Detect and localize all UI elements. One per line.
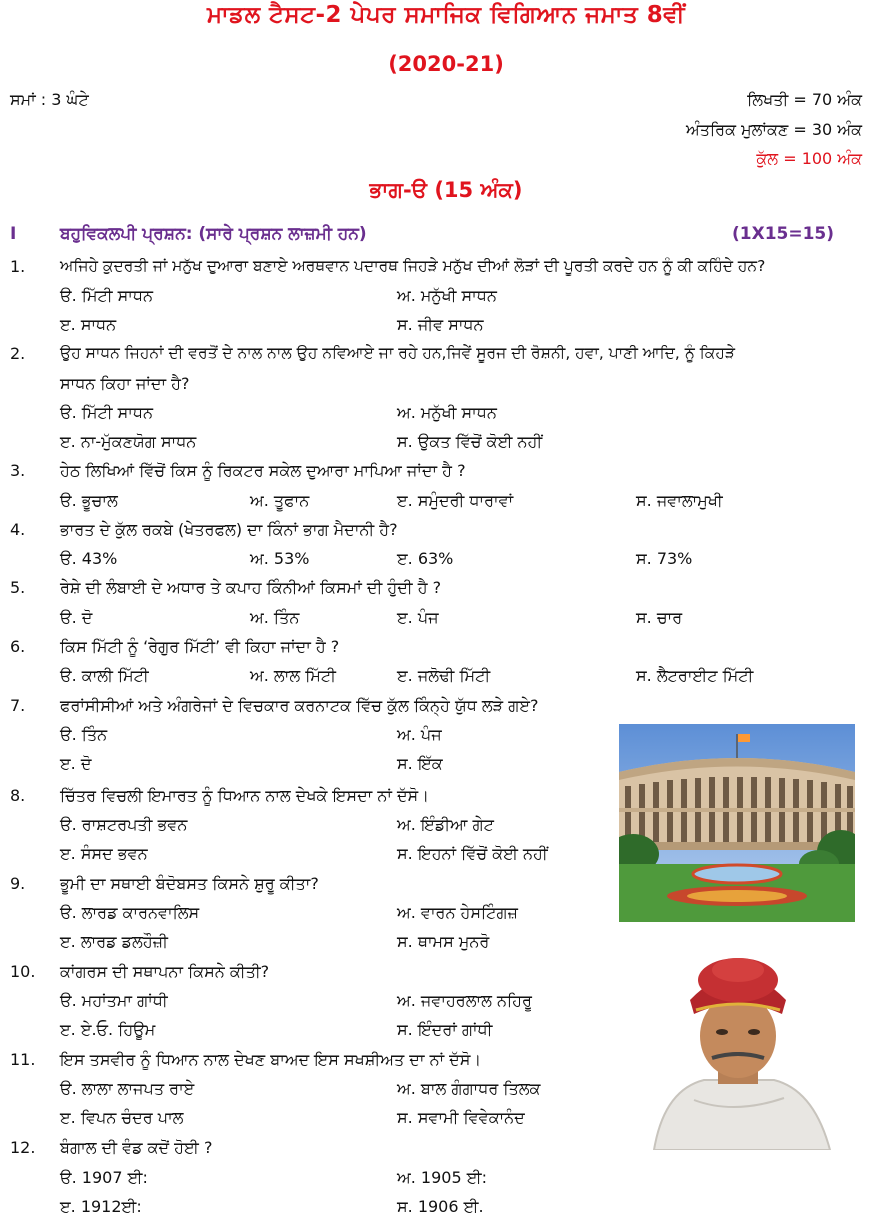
total-marks: ਕੁੱਲ = 100 ਅੰਕ	[756, 149, 862, 168]
question-number: 2.	[10, 344, 26, 363]
option-d: ਸ. ਜਵਾਲਾਮੁਖੀ	[636, 491, 723, 510]
question-number: 3.	[10, 461, 26, 480]
question-text: ਅਜਿਹੇ ਕੁਦਰਤੀ ਜਾਂ ਮਨੁੱਖ ਦੁਆਰਾ ਬਣਾਏ ਅਰਥਵਾਨ ਪਦਾਰਥ ਜਿਹੜੇ ਮਨੁੱਖ ਦੀਆਂ ਲੋੜਾਂ ਦੀ ਪੂਰਤੀ ਕਰਦੇ ਹਨ ਨੂੰ ਕੀ ਕਹਿੰਦੇ ਹਨ?	[60, 257, 766, 275]
option-d: ਸ. ਥਾਮਸ ਮੁਨਰੋ	[397, 932, 490, 951]
question-text: ਹੇਠ ਲਿਖਿਆਂ ਵਿੱਚੋਂ ਕਿਸ ਨੂੰ ਰਿਕਟਰ ਸਕੇਲ ਦੁਆਰਾ ਮਾਪਿਆ ਜਾਂਦਾ ਹੈ ?	[60, 461, 466, 480]
question-text: ਕਾਂਗਰਸ ਦੀ ਸਥਾਪਨਾ ਕਿਸਨੇ ਕੀਤੀ?	[60, 962, 270, 981]
question-text: ਰੇਸ਼ੇ ਦੀ ਲੰਬਾਈ ਦੇ ਅਧਾਰ ਤੇ ਕਪਾਹ ਕਿੰਨੀਆਂ ਕਿਸਮਾਂ ਦੀ ਹੁੰਦੀ ਹੈ ?	[60, 578, 442, 597]
option-d: ਸ. 1906 ਈ.	[397, 1197, 484, 1216]
written-marks: ਲਿਖਤੀ = 70 ਅੰਕ	[747, 90, 862, 109]
mcq-marks: (1X15=15)	[732, 224, 835, 244]
option-a: ੳ. ਲਾਲਾ ਲਾਜਪਤ ਰਾਏ	[60, 1079, 195, 1098]
option-d: ਸ. ਇੰਦਰਾਂ ਗਾਂਧੀ	[397, 1020, 493, 1039]
question-number: 9.	[10, 874, 26, 893]
option-b: ਅ. 1905 ਈ:	[397, 1168, 487, 1187]
option-b: ਅ. ਮਨੁੱਖੀ ਸਾਧਨ	[397, 286, 497, 305]
parliament-building-image	[619, 724, 855, 922]
option-a: ੳ. ਤਿੰਨ	[60, 725, 108, 744]
option-a: ੳ. ਭੂਚਾਲ	[60, 491, 118, 510]
option-b: ਅ. ਤੂਫਾਨ	[250, 491, 310, 510]
option-a: ੳ. ਮਿੱਟੀ ਸਾਧਨ	[60, 286, 153, 305]
option-d: ਸ. ਲੈਟਰਾਈਟ ਮਿੱਟੀ	[636, 666, 754, 685]
question-text: ਭਾਰਤ ਦੇ ਕੁੱਲ ਰਕਬੇ (ਖੇਤਰਫਲ) ਦਾ ਕਿੰਨਾਂ ਭਾਗ ਮੈਦਾਨੀ ਹੈ?	[60, 520, 398, 539]
question-number: 7.	[10, 696, 26, 715]
option-b: ਅ. ਬਾਲ ਗੰਗਾਧਰ ਤਿਲਕ	[397, 1079, 541, 1098]
option-d: ਸ. ਉਕਤ ਵਿੱਚੋਂ ਕੋਈ ਨਹੀਂ	[397, 432, 543, 451]
option-c: ੲ. ਦੋ	[60, 754, 92, 773]
option-d: ਸ. ਇੱਕ	[397, 754, 443, 773]
option-a: ੳ. ਮਿੱਟੀ ਸਾਧਨ	[60, 403, 153, 422]
option-c: ੲ. ਵਿਪਨ ਚੰਦਰ ਪਾਲ	[60, 1108, 184, 1127]
question-text: ਫਰਾਂਸੀਸੀਆਂ ਅਤੇ ਅੰਗਰੇਜਾਂ ਦੇ ਵਿਚਕਾਰ ਕਰਨਾਟਕ ਵਿੱਚ ਕੁੱਲ ਕਿੰਨ੍ਹੇ ਯੁੱਧ ਲੜੇ ਗਏ?	[60, 696, 539, 715]
option-c: ੲ. 63%	[397, 549, 454, 568]
option-b: ਅ. ਮਨੁੱਖੀ ਸਾਧਨ	[397, 403, 497, 422]
question-text: ਬੰਗਾਲ ਦੀ ਵੰਡ ਕਦੋਂ ਹੋਈ ?	[60, 1138, 213, 1157]
time-allowed: ਸਮਾਂ : 3 ਘੰਟੇ	[10, 90, 89, 109]
option-c: ੲ. ਨਾ-ਮੁੱਕਣਯੋਗ ਸਾਧਨ	[60, 432, 197, 451]
question-number: 11.	[10, 1050, 36, 1069]
option-a: ੳ. 1907 ਈ:	[60, 1168, 148, 1187]
option-d: ਸ. ਚਾਰ	[636, 608, 683, 627]
option-d: ਸ. ਜੀਵ ਸਾਧਨ	[397, 315, 484, 334]
question-number: 8.	[10, 786, 26, 805]
section-number: I	[10, 224, 17, 244]
option-b: ਅ. 53%	[250, 549, 310, 568]
internal-marks: ਅੰਤਰਿਕ ਮੁਲਾਂਕਣ = 30 ਅੰਕ	[686, 120, 862, 139]
option-c: ੲ. ਲਾਰਡ ਡਲਹੌਜ਼ੀ	[60, 932, 168, 951]
question-number: 4.	[10, 520, 26, 539]
question-text: ਭੂਮੀ ਦਾ ਸਥਾਈ ਬੰਦੋਬਸਤ ਕਿਸਨੇ ਸ਼ੁਰੂ ਕੀਤਾ?	[60, 874, 319, 893]
section-title: ਭਾਗ-ੳ (15 ਅੰਕ)	[369, 178, 523, 202]
option-b: ਅ. ਪੰਜ	[397, 725, 442, 744]
mcq-heading: ਬਹੁਵਿਕਲਪੀ ਪ੍ਰਸ਼ਨ: (ਸਾਰੇ ਪ੍ਰਸ਼ਨ ਲਾਜ਼ਮੀ ਹਨ)	[60, 224, 367, 244]
option-a: ੳ. ਕਾਲੀ ਮਿੱਟੀ	[60, 666, 149, 685]
option-d: ਸ. ਸਵਾਮੀ ਵਿਵੇਕਾਨੰਦ	[397, 1108, 525, 1127]
option-a: ੳ. ਲਾਰਡ ਕਾਰਨਵਾਲਿਸ	[60, 903, 200, 922]
option-b: ਅ. ਇੰਡੀਆ ਗੇਟ	[397, 815, 494, 834]
question-number: 1.	[10, 257, 26, 276]
option-c: ੲ. ਪੰਜ	[397, 608, 439, 627]
question-text-continued: ਸਾਧਨ ਕਿਹਾ ਜਾਂਦਾ ਹੈ?	[60, 374, 190, 393]
option-a: ੳ. ਮਹਾਂਤਮਾ ਗਾਂਧੀ	[60, 991, 168, 1010]
option-c: ੲ. 1912ਈ:	[60, 1197, 142, 1216]
question-number: 5.	[10, 578, 26, 597]
question-text: ਚਿੱਤਰ ਵਿਚਲੀ ਇਮਾਰਤ ਨੂੰ ਧਿਆਨ ਨਾਲ ਦੇਖਕੇ ਇਸਦਾ ਨਾਂ ਦੱਸੋ।	[60, 786, 429, 805]
question-text: ਇਸ ਤਸਵੀਰ ਨੂੰ ਧਿਆਨ ਨਾਲ ਦੇਖਣ ਬਾਅਦ ਇਸ ਸਖਸ਼ੀਅਤ ਦਾ ਨਾਂ ਦੱਸੋ।	[60, 1050, 482, 1069]
option-d: ਸ. ਇਹਨਾਂ ਵਿੱਚੋਂ ਕੋਈ ਨਹੀਂ	[397, 844, 548, 863]
option-b: ਅ. ਲਾਲ ਮਿੱਟੀ	[250, 666, 336, 685]
option-c: ੲ. ਏ.ਓ. ਹਿਊਮ	[60, 1020, 156, 1039]
option-c: ੲ. ਸਮੁੰਦਰੀ ਧਾਰਾਵਾਂ	[397, 491, 514, 510]
option-c: ੲ. ਸੰਸਦ ਭਵਨ	[60, 844, 148, 863]
question-number: 10.	[10, 962, 36, 981]
question-number: 6.	[10, 637, 26, 656]
option-d: ਸ. 73%	[636, 549, 693, 568]
paper-title: ਮਾਡਲ ਟੈਸਟ-2 ਪੇਪਰ ਸਮਾਜਿਕ ਵਿਗਿਆਨ ਜਮਾਤ 8ਵੀਂ	[206, 2, 686, 28]
option-a: ੳ. ਰਾਸ਼ਟਰਪਤੀ ਭਵਨ	[60, 815, 188, 834]
option-b: ਅ. ਤਿੰਨ	[250, 608, 300, 627]
option-c: ੲ. ਸਾਧਨ	[60, 315, 117, 334]
portrait-image	[634, 940, 840, 1150]
question-number: 12.	[10, 1138, 36, 1157]
option-b: ਅ. ਵਾਰਨ ਹੇਸਟਿੰਗਜ਼	[397, 903, 518, 922]
option-c: ੲ. ਜਲੋਢੀ ਮਿੱਟੀ	[397, 666, 491, 685]
option-a: ੳ. ਦੋ	[60, 608, 93, 627]
option-b: ਅ. ਜਵਾਹਰਲਾਲ ਨਹਿਰੂ	[397, 991, 532, 1010]
session-year: (2020-21)	[388, 52, 504, 76]
option-a: ੳ. 43%	[60, 549, 118, 568]
question-text: ਉਹ ਸਾਧਨ ਜਿਹਨਾਂ ਦੀ ਵਰਤੋਂ ਦੇ ਨਾਲ ਨਾਲ ਉਹ ਨਵਿਆਏ ਜਾ ਰਹੇ ਹਨ,ਜਿਵੇਂ ਸੂਰਜ ਦੀ ਰੋਸ਼ਨੀ, ਹਵਾ, ਪਾਣੀ ਆਦਿ, ਨੂੰ ਕਿਹੜੇ	[60, 344, 735, 362]
question-text: ਕਿਸ ਮਿੱਟੀ ਨੂੰ ‘ਰੇਗੁਰ ਮਿੱਟੀ’ ਵੀ ਕਿਹਾ ਜਾਂਦਾ ਹੈ ?	[60, 637, 340, 656]
